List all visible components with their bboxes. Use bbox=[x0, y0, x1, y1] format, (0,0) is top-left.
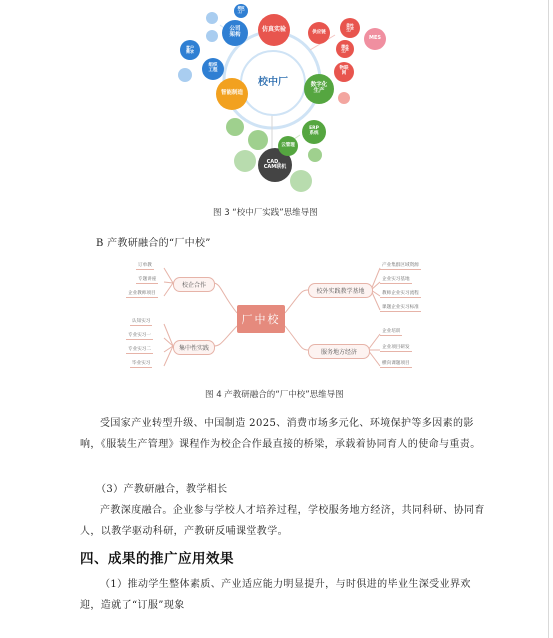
center-bubble: 校中厂 bbox=[240, 50, 306, 116]
figure-4-caption: 图 4 产教研融合的“厂中校”思维导图 bbox=[205, 390, 344, 400]
leaf: 专题讲座 bbox=[138, 277, 157, 282]
leaf: 企业实习基地 bbox=[382, 277, 410, 282]
leaf: 企业项目研发 bbox=[382, 345, 410, 350]
node-flex: 柔性 生产 bbox=[340, 18, 360, 38]
leaf: 企业教师项目 bbox=[128, 291, 156, 296]
branch-practice-base: 校外实践教学基地 bbox=[308, 283, 373, 298]
node-deco-4 bbox=[308, 148, 322, 162]
page-edge bbox=[548, 0, 549, 638]
mindmap-center: 厂中校 bbox=[237, 305, 285, 333]
node-iot: 物联 网 bbox=[334, 62, 354, 82]
leaf: 横向课题项目 bbox=[382, 361, 410, 366]
node-factory: 模拟 工厂 bbox=[234, 4, 248, 18]
node-digital: 数字化 生产 bbox=[304, 74, 334, 104]
node-deco-7 bbox=[206, 30, 218, 42]
leaf: 毕业实习 bbox=[132, 361, 151, 366]
node-org: 组织 工程 bbox=[202, 58, 224, 80]
branch-local-economy: 服务地方经济 bbox=[308, 344, 370, 359]
leaf: 认知实习 bbox=[132, 319, 151, 324]
node-deco-8 bbox=[178, 68, 192, 82]
figure-4-mindmap bbox=[126, 258, 436, 378]
section-b-title: B 产教研融合的“厂中校” bbox=[96, 238, 211, 249]
leaf: 专业实习二 bbox=[128, 347, 151, 352]
node-erp: ERP 系统 bbox=[302, 120, 326, 144]
node-mes: MES bbox=[364, 28, 386, 50]
leaf: 课题企业实习标准 bbox=[382, 305, 419, 310]
section-heading: 四、成果的推广应用效果 bbox=[80, 551, 234, 567]
leaf: 教师企业实习流程 bbox=[382, 291, 419, 296]
node-company: 公司 架构 bbox=[222, 20, 248, 46]
node-simulation: 仿真实验 bbox=[258, 14, 290, 46]
body-paragraph: 受国家产业转型升级、中国制造 2025、消费市场多元化、环境保护等多因素的影响，《服装生产管理》课程作为校企合作最直接的桥梁，承载着协同育人的使命与重责。 bbox=[80, 418, 481, 450]
subsection-title: （3）产教研融合，教学相长 bbox=[96, 484, 228, 495]
node-smart: 智能制造 bbox=[216, 78, 248, 110]
node-deco-3 bbox=[234, 150, 256, 172]
node-lean: 精益 生产 bbox=[336, 40, 354, 58]
body-paragraph: 产教深度融合。企业参与学校人才培养过程，学校服务地方经济，共同科研、协同育人，以教学驱动科研，产教研反哺课堂教学。 bbox=[80, 505, 485, 537]
node-cloud: 云管理 bbox=[278, 136, 298, 156]
node-cad: CAD、 CAM联机 bbox=[258, 148, 292, 182]
leaf: 专业实习一 bbox=[128, 333, 151, 338]
node-customer: 客户 需求 bbox=[180, 40, 200, 60]
figure-3-caption: 图 3 “校中厂实践”思维导图 bbox=[213, 208, 318, 218]
leaf: 订单教 bbox=[138, 263, 152, 268]
node-deco-2 bbox=[248, 130, 268, 150]
branch-concentrated-practice: 集中性实践 bbox=[173, 340, 215, 355]
node-supply: 供应链 bbox=[308, 22, 330, 44]
node-deco-5 bbox=[290, 170, 312, 192]
leaf: 企业培训 bbox=[382, 329, 401, 334]
figure-3-mindmap bbox=[160, 0, 400, 200]
branch-school-enterprise: 校企合作 bbox=[173, 277, 215, 292]
leaf: 产业集群区域资源 bbox=[382, 263, 419, 268]
node-deco-9 bbox=[338, 92, 350, 104]
body-paragraph: （1）推动学生整体素质、产业适应能力明显提升，与时俱进的毕业生深受业界欢迎，造就了“订服”现象 bbox=[80, 579, 471, 611]
node-deco-6 bbox=[206, 12, 218, 24]
node-deco-1 bbox=[226, 118, 244, 136]
